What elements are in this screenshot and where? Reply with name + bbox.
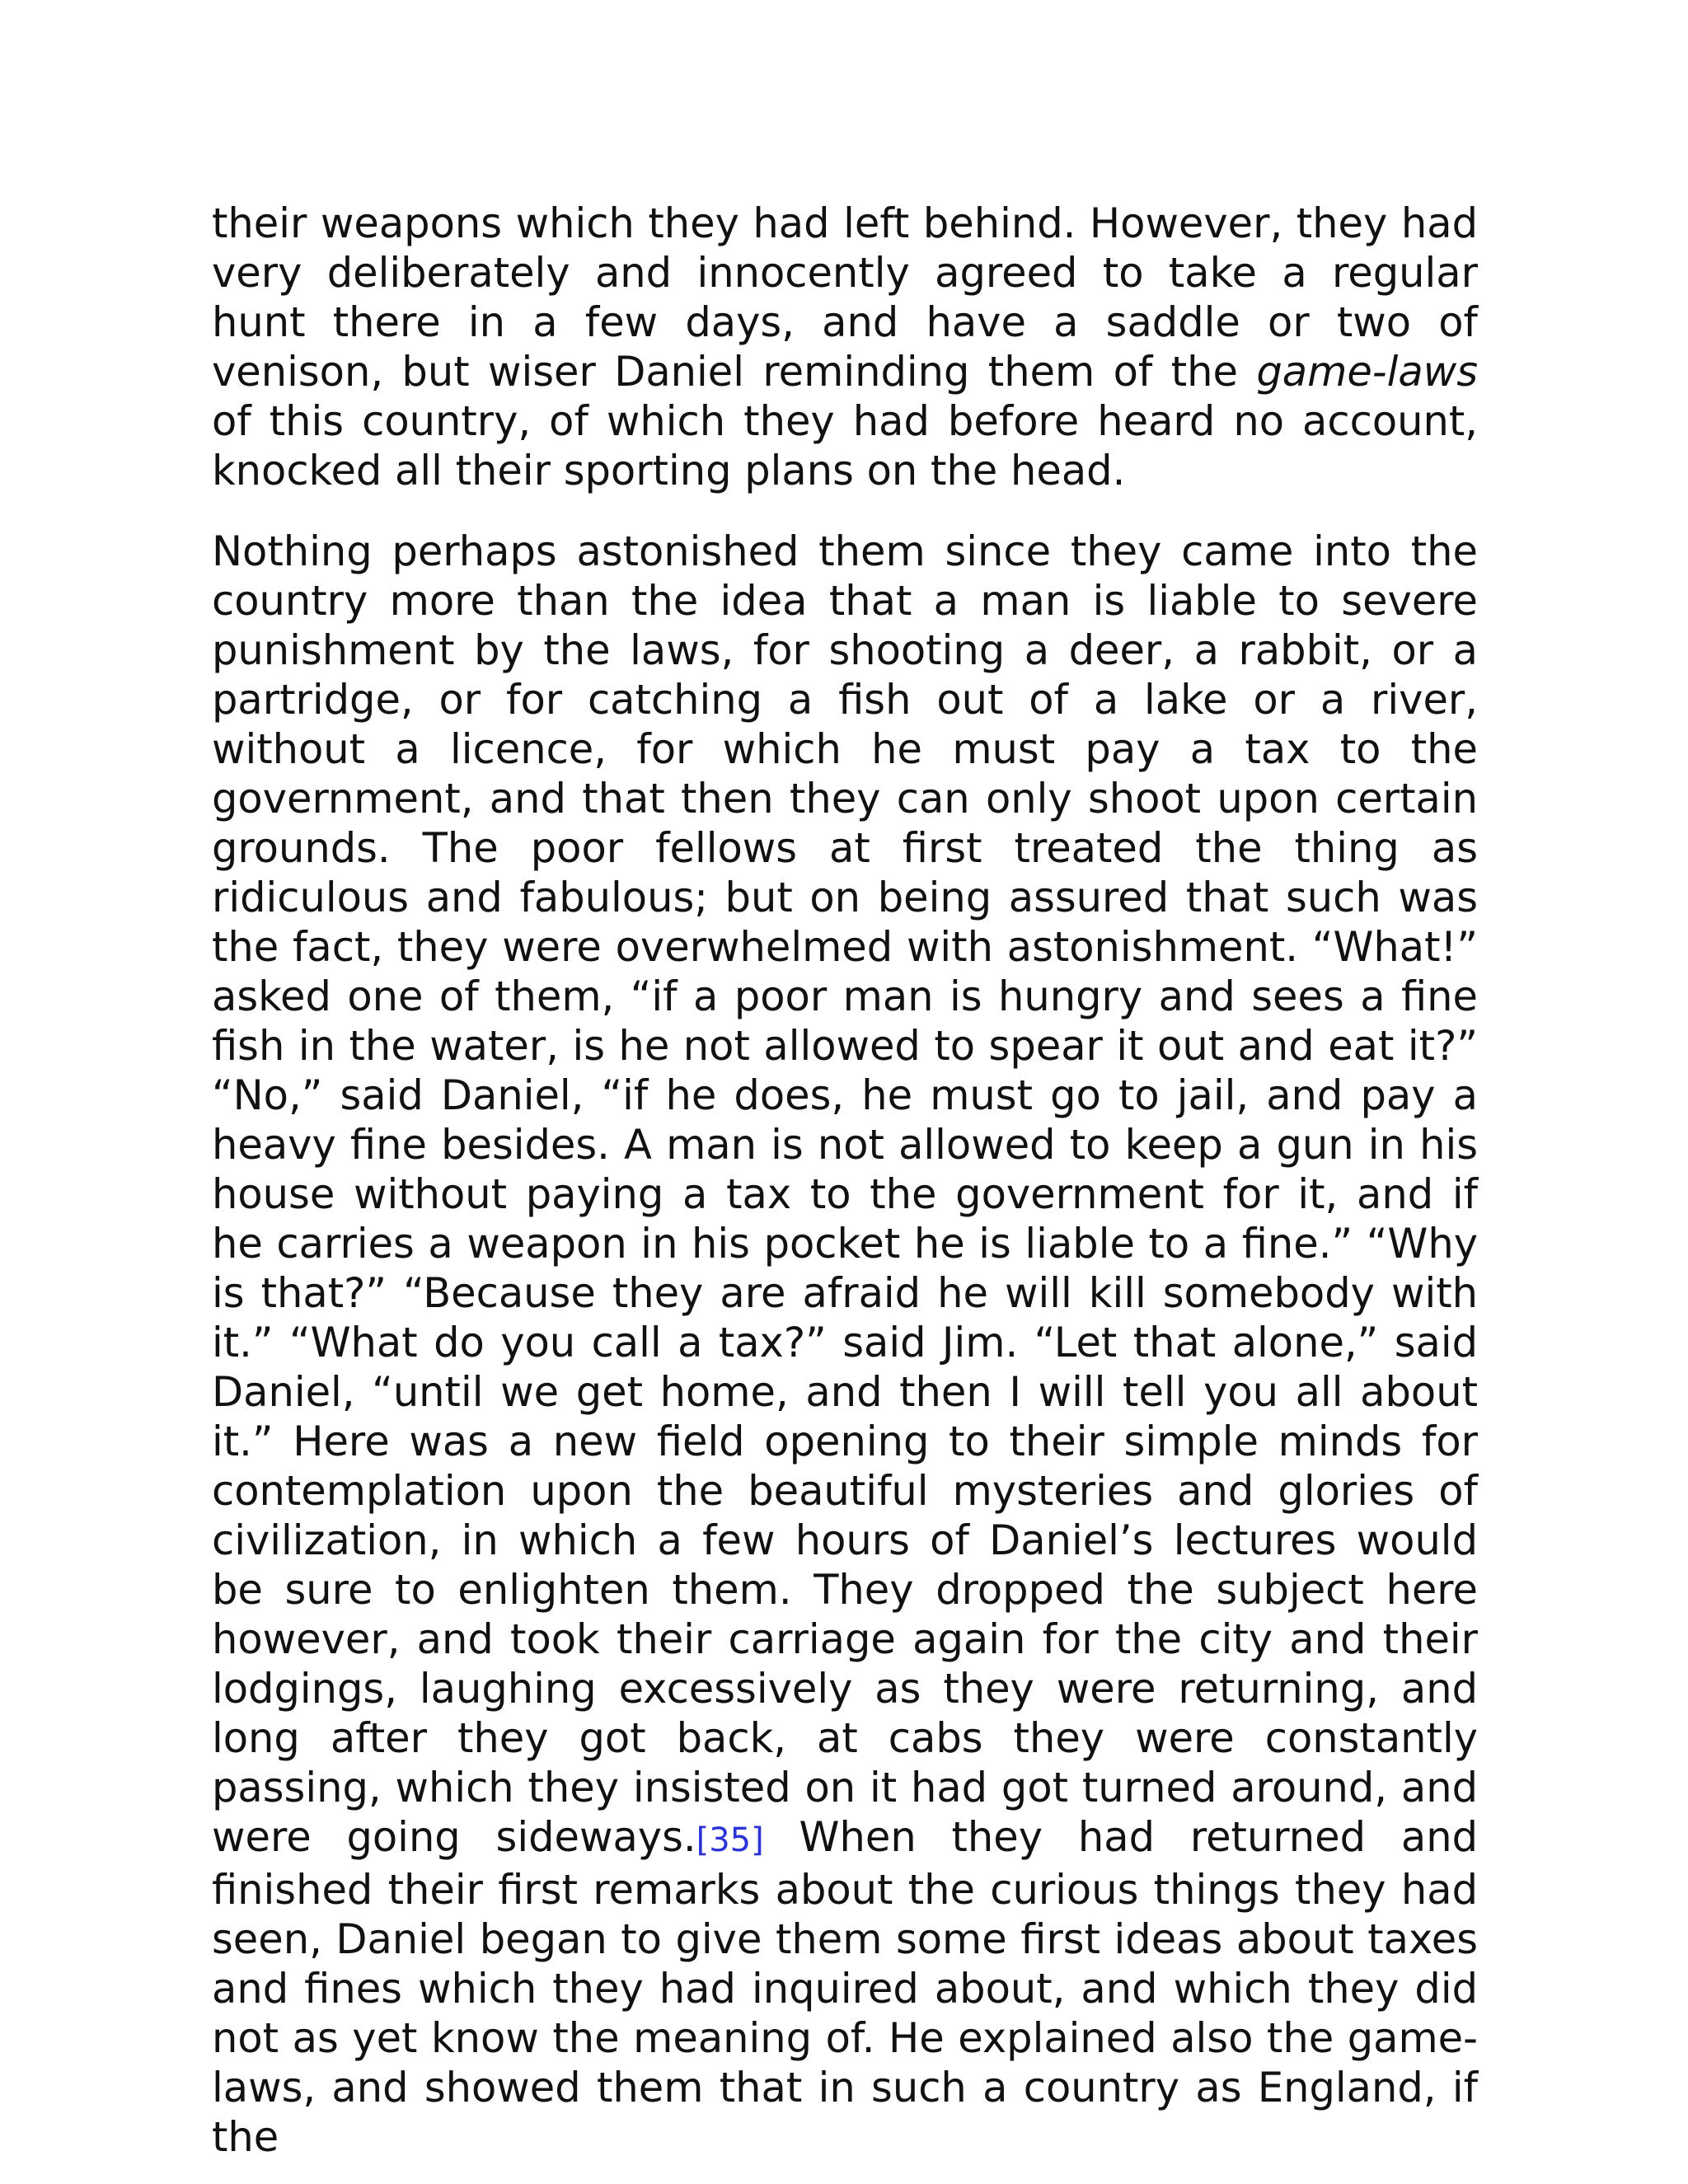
paragraph-1-text-end: of this country, of which they had before heard no account, knocked all their sporting plans on the head. [212,397,1478,494]
paragraph-1 [212,199,1478,495]
paragraph-2-text-start: Nothing perhaps astonished them since they came into the country more than the idea that a man is liable to severe punishment by the laws, for shooting a deer, a rabbit, or a partridge, or for catching a fish out of a lake or a river, without a licence, for which he must pay a tax to the government, and that then they can only shoot upon certain grounds. The poor fellows at first treated the thing as ridiculous and fabulous; but on being assured that such was the fact, they were overwhelmed with astonishment. “What!” asked one of them, “if a poor man is hungry and sees a fine fish in the water, is he not allowed to spear it out and eat it?” “No,” said Daniel, “if he does, he must go to jail, and pay a heavy fine besides. A man is not allowed to keep a gun in his house without paying a tax to the government for it, and if he carries a weapon in his pocket he is liable to a fine.” “Why is that?” “Because they are afraid he will kill somebody with it.” “What do you call a tax?” said Jim. “Let that alone,” said Daniel, “until we get home, and then I will tell you all about it.” Here was a new field opening to their simple minds for contemplation upon the beautiful mysteries and glories of civilization, in which a few hours of Daniel’s lectures would be sure to enlighten them. They dropped the subject here however, and took their carriage again for the city and their lodgings, laughing excessively as they were returning, and long after they got back, at cabs they were constantly passing, which they insisted on it had got turned around, and were going sideways. [212,527,1478,1861]
footnote-link-35[interactable]: [35] [696,1821,764,1859]
game-laws-emphasis: game-laws [1256,348,1478,396]
page-body [212,199,1478,2162]
paragraph-2-text-end: When they had returned and finished their first remarks about the curious things they had seen, Daniel began to give them some first ideas about taxes and fines which they had inquired about, and which they did not as yet know the meaning of. He explained also the game-laws, and showed them that in such a country as England, if the [212,1813,1478,2161]
paragraph-1-text-start: their weapons which they had left behind. However, they had very deliberately and innocently agreed to take a regular hunt there in a few days, and have a saddle or two of venison, but wiser Daniel reminding them of the [212,199,1478,396]
paragraph-2 [212,527,1478,2162]
